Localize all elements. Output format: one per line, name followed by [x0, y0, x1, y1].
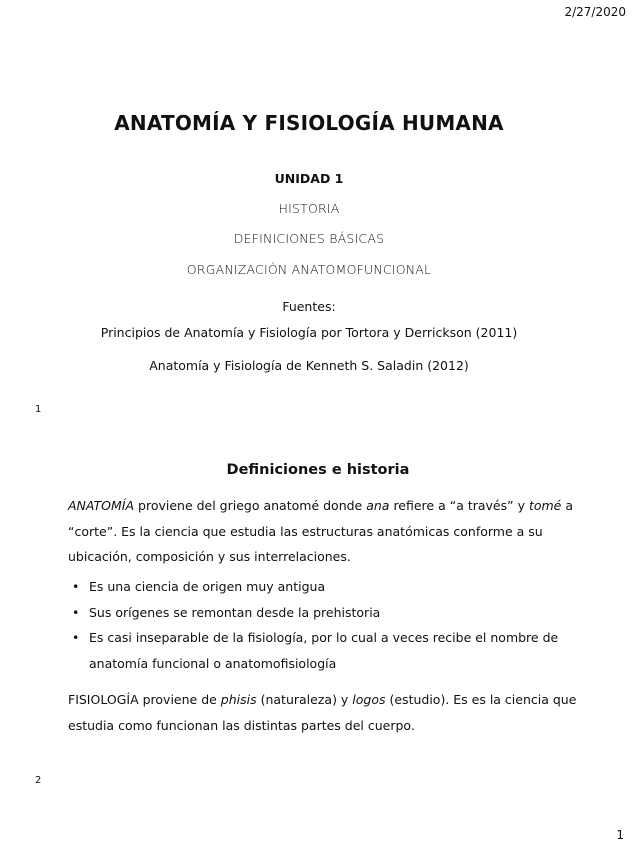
- fisiologia-text-3: (estudio). Es es la ciencia que estudia como funcionan las distintas partes del cuerpo.: [68, 692, 577, 733]
- fisiologia-text-1: proviene de: [138, 692, 221, 707]
- slide-heading: Definiciones e historia: [226, 462, 410, 478]
- anatomia-text-2: refiere a “a través” y: [389, 498, 529, 513]
- term-tome: tomé: [528, 498, 562, 513]
- slide-number: 1: [35, 404, 42, 415]
- topic-organizacion: ORGANIZACIÓN ANATOMOFUNCIONAL: [186, 262, 432, 277]
- anatomia-text-1: proviene del griego anatomé donde: [134, 498, 367, 513]
- slide-number: 2: [35, 775, 42, 786]
- anatomia-paragraph: [68, 493, 588, 570]
- list-item: • Es casi inseparable de la fisiología, por lo cual a veces recibe el nombre de anatomía funcional o anatomofisiología: [68, 625, 588, 676]
- slide-title: ANATOMÍA Y FISIOLOGÍA HUMANA: [114, 111, 504, 135]
- list-item: • Es una ciencia de origen muy antigua: [68, 574, 588, 600]
- anatomia-text-3: a “corte”. Es la ciencia que estudia las estructuras anatómicas conforme a su ubicación, composición y sus interrelaciones.: [68, 498, 574, 564]
- source-tortora: Principios de Anatomía y Fisiología por Tortora y Derrickson (2011): [100, 325, 518, 340]
- term-fisiologia: FISIOLOGÍA: [68, 692, 139, 707]
- term-anatomia: ANATOMÍA: [68, 498, 135, 513]
- page-number: 1: [616, 828, 624, 842]
- print-date: 2/27/2020: [564, 5, 626, 19]
- fisiologia-paragraph: [68, 687, 588, 738]
- term-logos: logos: [352, 692, 386, 707]
- source-saladin: Anatomía y Fisiología de Kenneth S. Saladin (2012): [149, 358, 469, 373]
- unit-label: UNIDAD 1: [274, 171, 344, 186]
- topic-historia: HISTORIA: [278, 201, 340, 216]
- topic-definiciones: DEFINICIONES BÁSICAS: [233, 231, 385, 246]
- bullet-list: [68, 574, 588, 676]
- term-ana: ana: [366, 498, 390, 513]
- list-item: • Sus orígenes se remontan desde la prehistoria: [68, 600, 588, 626]
- fisiologia-text-2: (naturaleza) y: [256, 692, 353, 707]
- term-phisis: phisis: [220, 692, 257, 707]
- sources-label: Fuentes:: [282, 299, 336, 314]
